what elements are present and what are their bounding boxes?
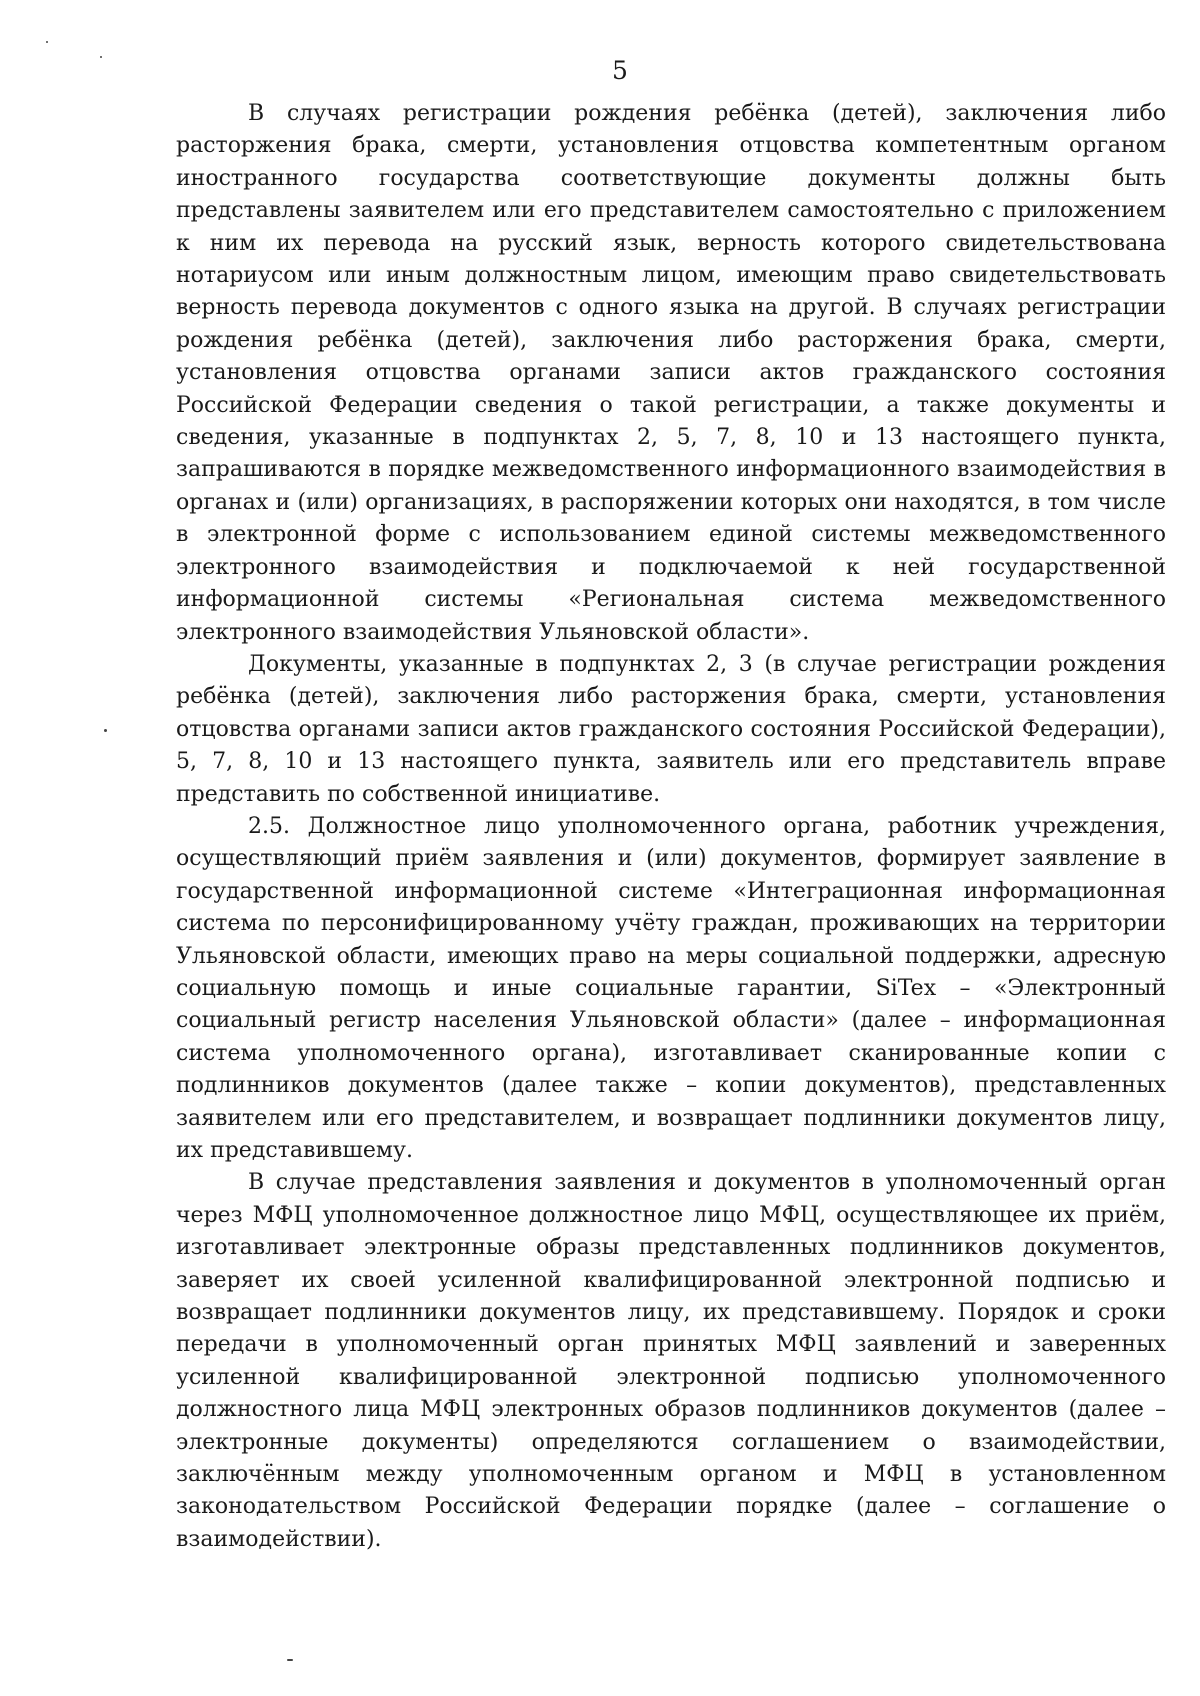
- paragraph-own-initiative-documents: Документы, указанные в подпунктах 2, 3 (в случае регистрации рождения ребёнка (детей), заключения либо расторжения брака, смерти, установления отцовства органами записи актов гражданского состояния Российской Федерации), 5, 7, 8, 10 и 13 настоящего пункта, заявитель или его представитель вправе представить по собственной инициативе.: [176, 651, 1166, 807]
- document-body: [176, 98, 1166, 1556]
- paragraph-mfc-submission: В случае представления заявления и документов в уполномоченный орган через МФЦ уполномоченное должностное лицо МФЦ, осуществляющее их приём, изготавливает электронные образы представленных подлинников документов, заверяет их своей усиленной квалифицированной электронной подписью и возвращает подлинники документов лицу, их представившему. Порядок и сроки передачи в уполномоченный орган принятых МФЦ заявлений и заверенных усиленной квалифицированной электронной подписью уполномоченного должностного лица МФЦ электронных образов подлинников документов (далее – электронные документы) определяются соглашением о взаимодействии, заключённым между уполномоченным органом и МФЦ в установленном законодательством Российской Федерации порядке (далее – соглашение о взаимодействии).: [176, 1170, 1166, 1552]
- scan-speck: [100, 56, 102, 58]
- paragraph-foreign-registration: В случаях регистрации рождения ребёнка (детей), заключения либо расторжения брака, смерти, установления отцовства компетентным органом иностранного государства соответствующие документы должны быть представлены заявителем или его представителем самостоятельно с приложением к ним их перевода на русский язык, верность которого свидетельствована нотариусом или иным должностным лицом, имеющим право свидетельствовать верность перевода документов с одного языка на другой. В случаях регистрации рождения ребёнка (детей), заключения либо расторжения брака, смерти, установления отцовства органами записи актов гражданского состояния Российской Федерации сведения о такой регистрации, а также документы и сведения, указанные в подпунктах 2, 5, 7, 8, 10 и 13 настоящего пункта, запрашиваются в порядке межведомственного информационного взаимодействия в органах и (или) организациях, в распоряжении которых они находятся, в том числе в электронной форме с использованием единой системы межведомственного электронного взаимодействия и подключаемой к ней государственной информационной системы «Региональная система межведомственного электронного взаимодействия Ульяновской области».: [176, 101, 1166, 645]
- scan-speck: [104, 729, 107, 732]
- scan-speck: [287, 1659, 293, 1661]
- scan-speck: [46, 41, 48, 43]
- paragraph-section-2-5: 2.5. Должностное лицо уполномоченного органа, работник учреждения, осуществляющий приём заявления и (или) документов, формирует заявление в государственной информационной системе «Интеграционная информационная система по персонифицированному учёту граждан, проживающих на территории Ульяновской области, имеющих право на меры социальной поддержки, адресную социальную помощь и иные социальные гарантии, SiTex – «Электронный социальный регистр населения Ульяновской области» (далее – информационная система уполномоченного органа), изготавливает сканированные копии с подлинников документов (далее также – копии документов), представленных заявителем или его представителем, и возвращает подлинники документов лицу, их представившему.: [176, 813, 1166, 1163]
- page-number: 5: [612, 56, 628, 85]
